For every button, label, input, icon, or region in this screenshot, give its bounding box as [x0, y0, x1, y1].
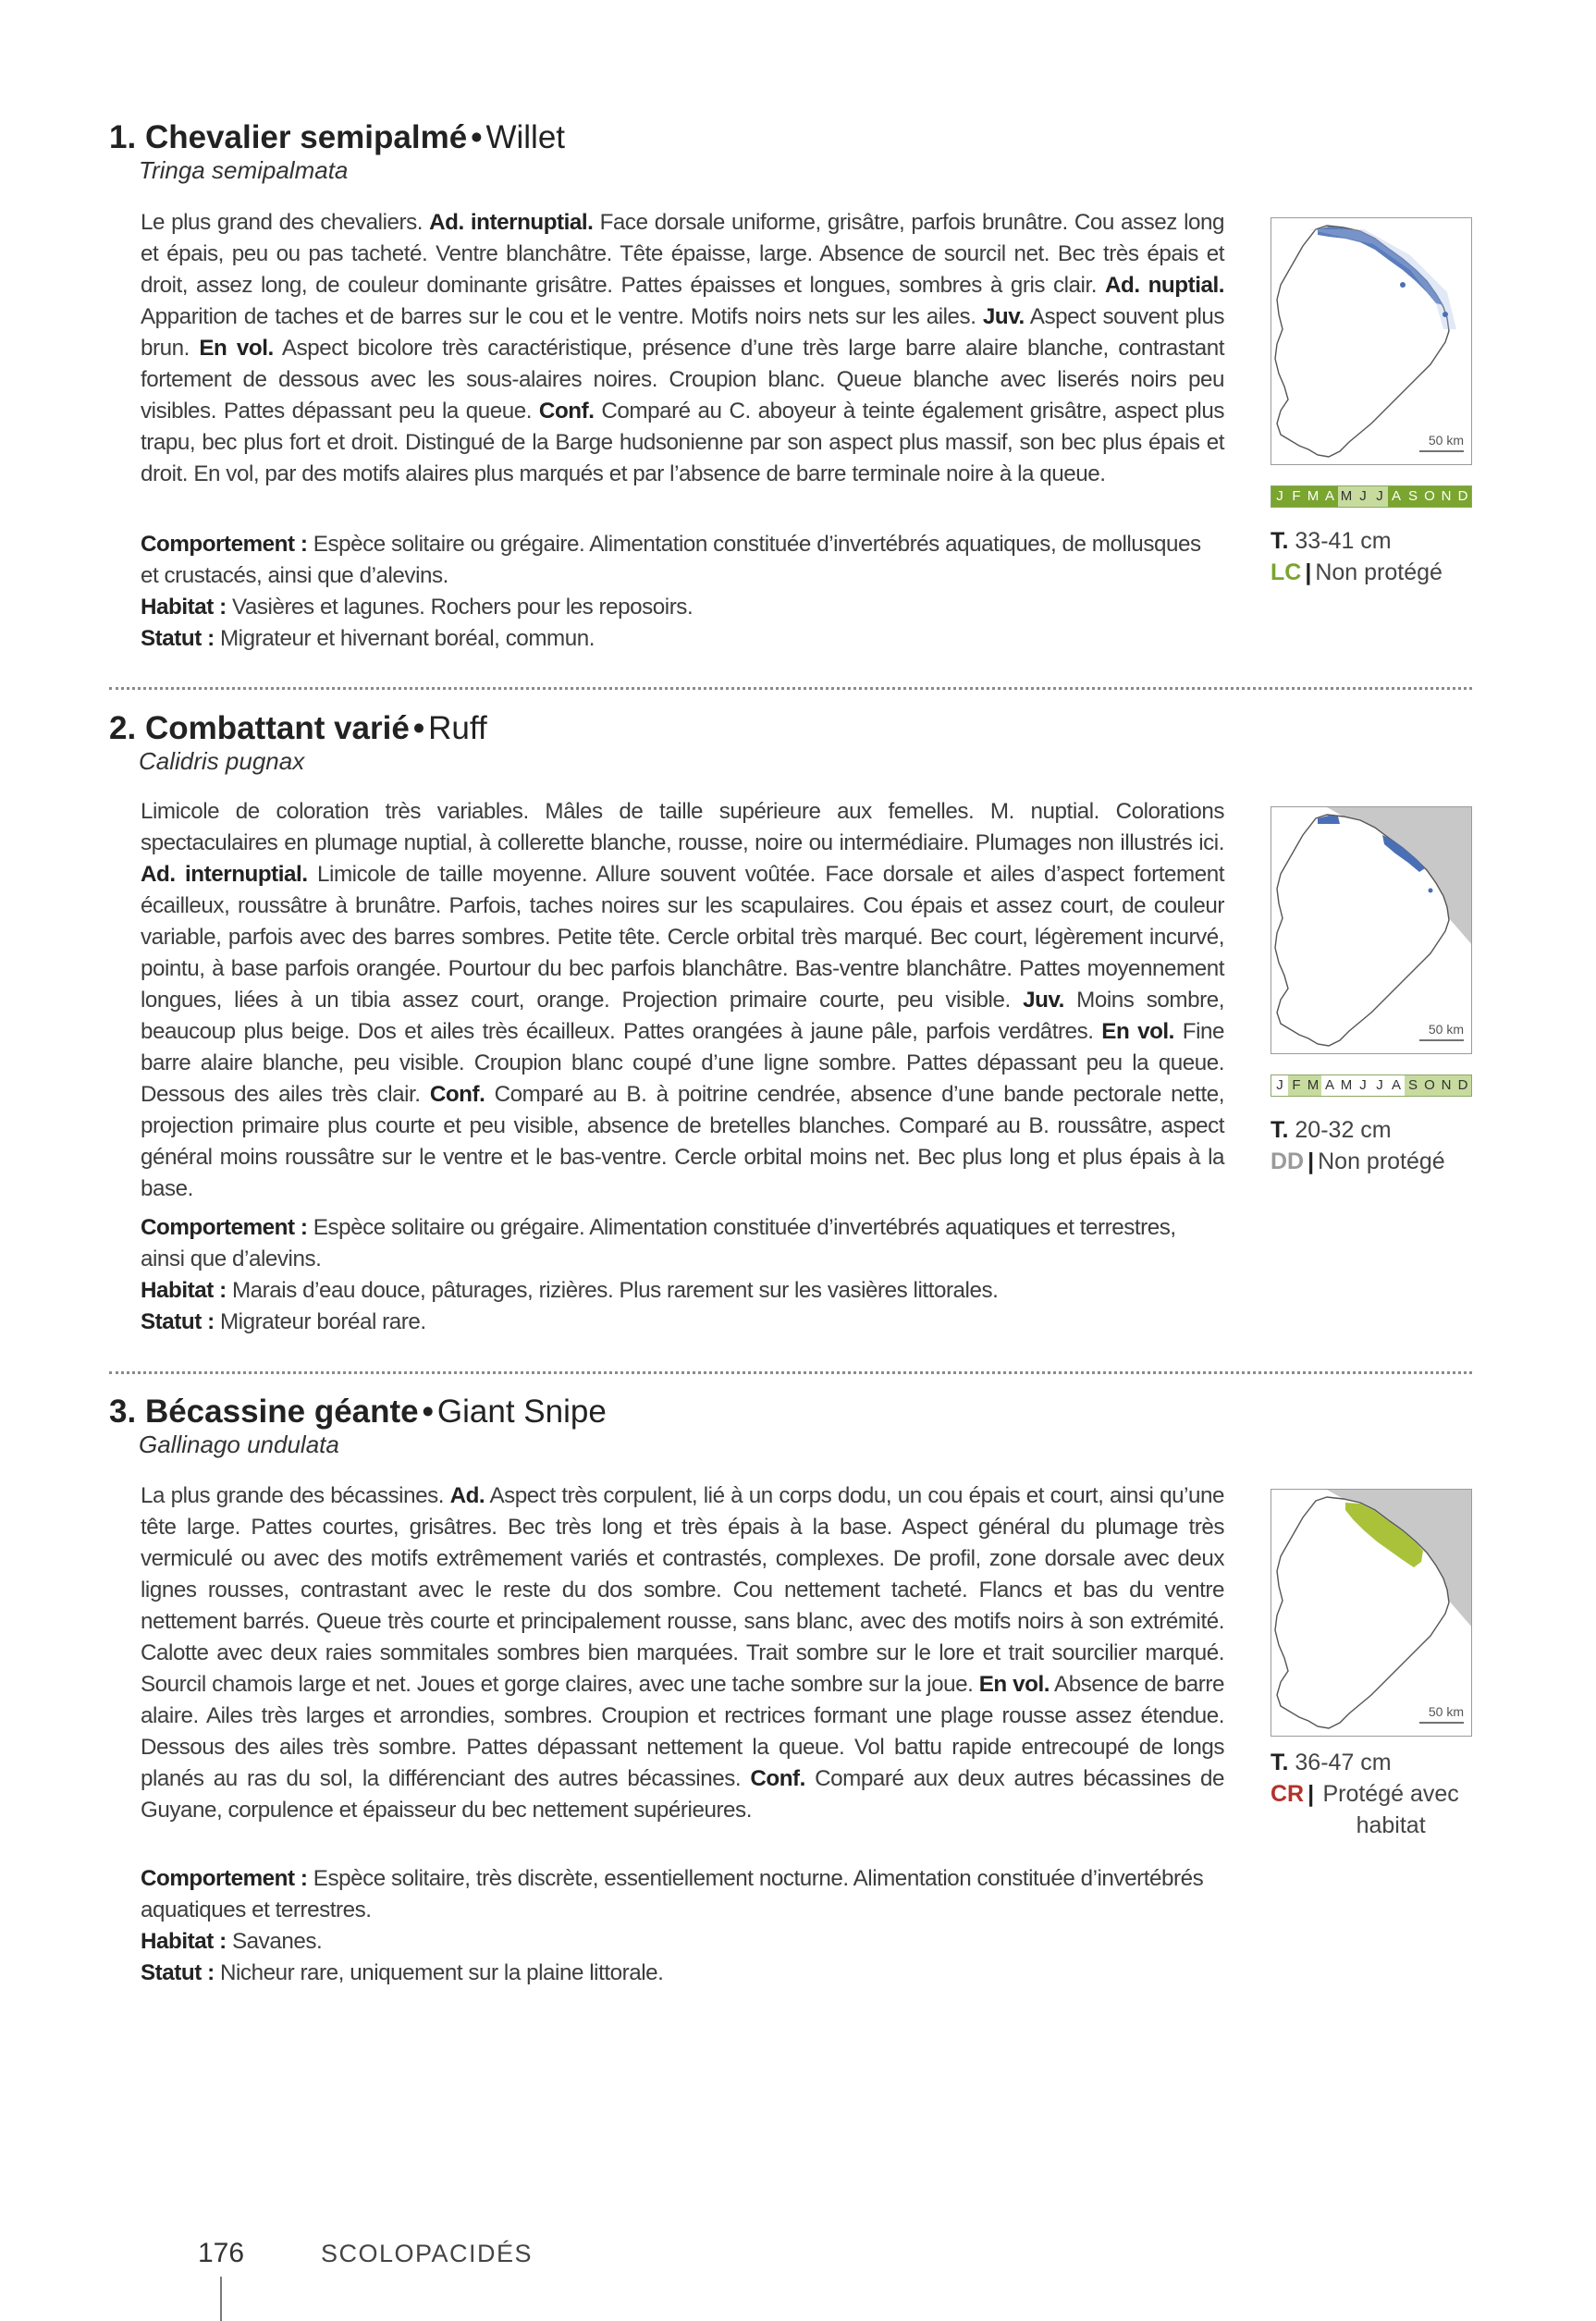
range-dot: [1400, 282, 1406, 288]
month-cell: M: [1305, 1075, 1321, 1096]
status-separator: |: [1307, 1781, 1315, 1807]
species-title: [109, 1393, 607, 1431]
french-guiana-map: [1271, 218, 1472, 465]
month-cell: J: [1355, 486, 1371, 507]
species-meta: [141, 529, 1224, 655]
range-dot: [1443, 312, 1448, 317]
statut-text: Nicheur rare, uniquement sur la plaine littorale.: [219, 1960, 664, 1985]
name-separator: •: [471, 119, 483, 155]
behavior-line: [141, 529, 1224, 592]
month-cell: F: [1288, 1075, 1305, 1096]
month-cell: D: [1455, 1075, 1471, 1096]
habitat-line: [141, 1275, 1224, 1307]
habitat-line: [141, 592, 1224, 623]
scientific-name: Gallinago undulata: [139, 1431, 339, 1458]
month-cell: S: [1405, 1075, 1421, 1096]
species-meta: [141, 1863, 1224, 1989]
habitat-label: Habitat :: [141, 1278, 227, 1303]
iucn-code: CR: [1271, 1781, 1305, 1807]
month-bar: [1271, 1075, 1472, 1097]
size-label: T.: [1271, 528, 1289, 554]
statut-text: Migrateur boréal rare.: [219, 1309, 426, 1334]
statut-label: Statut :: [141, 1309, 215, 1334]
habitat-text: Savanes.: [231, 1929, 323, 1954]
page-number: 176: [198, 2238, 245, 2268]
month-cell: J: [1371, 1075, 1388, 1096]
size-value: 33-41 cm: [1295, 528, 1392, 554]
size-value: 20-32 cm: [1295, 1117, 1392, 1143]
protection-status: Non protégé: [1318, 1148, 1445, 1174]
month-cell: A: [1388, 1075, 1405, 1096]
conservation-status: [1271, 557, 1483, 588]
month-cell: O: [1421, 1075, 1438, 1096]
month-cell: J: [1271, 1075, 1288, 1096]
behavior-text: Espèce solitaire, très discrète, essentiellement nocturne. Alimentation constituée d’invertébrés aquatiques et terrestres.: [141, 1866, 1204, 1922]
statut-line: [141, 1958, 1224, 1989]
month-cell: N: [1438, 1075, 1455, 1096]
french-name: Chevalier semipalmé: [144, 119, 468, 155]
name-separator: •: [422, 1394, 434, 1430]
habitat-label: Habitat :: [141, 595, 227, 620]
iucn-code: LC: [1271, 559, 1302, 585]
size-range: [1271, 525, 1392, 557]
behavior-text: Espèce solitaire ou grégaire. Alimentation constituée d’invertébrés aquatiques et terrestres, ainsi que d’alevins.: [141, 1215, 1176, 1271]
statut-text: Migrateur et hivernant boréal, commun.: [219, 626, 595, 651]
behavior-text: Espèce solitaire ou grégaire. Alimentation constituée d’invertébrés aquatiques, de mollusques et crustacés, ainsi que d’alevins.: [141, 532, 1201, 588]
species-number: 1.: [109, 119, 137, 155]
english-name: Giant Snipe: [436, 1394, 607, 1430]
conservation-status: [1271, 1778, 1483, 1841]
behavior-label: Comportement :: [141, 532, 308, 557]
behavior-line: [141, 1212, 1224, 1275]
species-meta: [141, 1212, 1224, 1338]
english-name: Ruff: [428, 710, 487, 746]
habitat-label: Habitat :: [141, 1929, 227, 1954]
map-scale-label: 50 km: [1428, 1704, 1464, 1719]
scientific-name: Calidris pugnax: [139, 747, 305, 775]
size-range: [1271, 1747, 1392, 1778]
section-divider: [109, 687, 1472, 690]
month-cell: N: [1438, 486, 1455, 507]
distribution-map: [1271, 217, 1472, 465]
month-cell: J: [1371, 486, 1388, 507]
distribution-map: [1271, 806, 1472, 1054]
month-cell: M: [1338, 486, 1355, 507]
size-value: 36-47 cm: [1295, 1750, 1392, 1775]
species-title: [109, 118, 565, 157]
scientific-name: Tringa semipalmata: [139, 156, 349, 184]
size-label: T.: [1271, 1117, 1289, 1143]
conservation-status: [1271, 1146, 1483, 1177]
species-number: 3.: [109, 1394, 137, 1430]
size-range: [1271, 1114, 1392, 1146]
statut-line: [141, 623, 1224, 655]
behavior-label: Comportement :: [141, 1215, 308, 1240]
land-outline: [1275, 226, 1449, 457]
month-cell: O: [1421, 486, 1438, 507]
month-bar: [1271, 485, 1472, 508]
map-scale-label: 50 km: [1428, 1022, 1464, 1037]
status-separator: |: [1307, 1148, 1315, 1174]
footer-rule: [220, 2277, 222, 2321]
month-cell: F: [1288, 486, 1305, 507]
family-name: SCOLOPACIDÉS: [321, 2240, 534, 2267]
month-cell: D: [1455, 486, 1471, 507]
statut-line: [141, 1307, 1224, 1338]
status-separator: |: [1305, 559, 1312, 585]
species-number: 2.: [109, 710, 137, 746]
section-divider: [109, 1371, 1472, 1374]
statut-label: Statut :: [141, 1960, 215, 1985]
french-name: Bécassine géante: [144, 1394, 419, 1430]
distribution-map: [1271, 1489, 1472, 1737]
protection-status: Non protégé: [1315, 559, 1443, 585]
behavior-label: Comportement :: [141, 1866, 308, 1891]
habitat-line: [141, 1926, 1224, 1958]
month-cell: J: [1271, 486, 1288, 507]
french-name: Combattant varié: [144, 710, 410, 746]
french-guiana-map: [1271, 1490, 1472, 1737]
protection-status: Protégé avec habitat: [1322, 1781, 1459, 1838]
habitat-text: Vasières et lagunes. Rochers pour les reposoirs.: [231, 595, 694, 620]
behavior-line: [141, 1863, 1224, 1926]
statut-label: Statut :: [141, 626, 215, 651]
species-description: Limicole de coloration très variables. Mâles de taille supérieure aux femelles. M. nuptial. Colorations spectaculaires en plumage nuptial, à collerette blanche, rousse, noire ou intermédiaire. Plumages non illustrés ici. Ad. internuptial. Limicole de taille moyenne. Allure souvent voûtée. Face dorsale et ailes d’aspect fortement écailleux, roussâtre à brunâtre. Parfois, taches noires sur les scapulaires. Cou épais et assez court, de couleur variable, parfois avec des barres sombres. Petite tête. Cercle orbital très marqué. Bec court, légèrement incurvé, pointu, à base parfois orangée. Pourtour du bec parfois blanchâtre. Bas-ventre blanchâtre. Pattes moyennement longues, liées à un tibia assez court, orange. Projection primaire courte, peu visible. Juv. Moins sombre, beaucoup plus beige. Dos et ailes très écailleux. Pattes orangées à jaune pâle, parfois verdâtres. En vol. Fine barre alaire blanche, peu visible. Croupion blanc coupé d’une ligne sombre. Pattes dépassant peu la queue. Dessous des ailes très clair. Conf. Comparé au B. à poitrine cendrée, absence d’une bande pectorale nette, projection primaire plus courte et peu visible, absence de bretelles blanches. Comparé au B. roussâtre, aspect général moins roussâtre sur le ventre et le bas-ventre. Cercle orbital moins net. Bec plus long et plus épais à la base.: [141, 799, 1225, 1201]
month-cell: A: [1321, 486, 1338, 507]
month-cell: M: [1305, 486, 1321, 507]
iucn-code: DD: [1271, 1148, 1305, 1174]
english-name: Willet: [485, 119, 566, 155]
month-cell: A: [1388, 486, 1405, 507]
species-title: [109, 709, 487, 748]
month-cell: M: [1338, 1075, 1355, 1096]
french-guiana-map: [1271, 807, 1472, 1054]
habitat-text: Marais d’eau douce, pâturages, rizières. Plus rarement sur les vasières littorales.: [231, 1278, 999, 1303]
size-label: T.: [1271, 1750, 1289, 1775]
map-scale-label: 50 km: [1428, 433, 1464, 448]
name-separator: •: [412, 710, 425, 746]
species-description: La plus grande des bécassines. Ad. Aspect très corpulent, lié à un corps dodu, un cou épais et court, ainsi qu’une tête large. Pattes courtes, grisâtres. Bec très long et très épais à la base. Aspect général du plumage très vermiculé ou avec des motifs extrêmement variés et contrastés, complexes. De profil, zone dorsale avec deux lignes rousses, contrastant avec le reste du dos sombre. Cou nettement tacheté. Flancs et bas du ventre nettement barrés. Queue très courte et principalement rousse, sans blanc, avec des motifs noirs à son extrémité. Calotte avec deux raies sommitales sombres bien marquées. Trait sombre sur le lore et trait sourcilier marqué. Sourcil chamois large et net. Joues et gorge claires, avec une tache sombre sur la joue. En vol. Absence de barre alaire. Ailes très larges et arrondies, sombres. Croupion et rectrices formant une plage rousse assez étendue. Dessous des ailes très sombre. Pattes dépassant nettement la queue. Vol battu rapide entrecoupé de longs planés au ras du sol, la différenciant des autres bécassines. Conf. Comparé aux deux autres bécassines de Guyane, corpulence et épaisseur du bec nettement supérieures.: [141, 1483, 1225, 1823]
species-description: Le plus grand des chevaliers. Ad. internuptial. Face dorsale uniforme, grisâtre, parfois brunâtre. Cou assez long et épais, peu ou pas tacheté. Ventre blanchâtre. Tête épaisse, large. Absence de sourcil net. Bec très épais et droit, assez long, de couleur dominante grisâtre. Pattes épaisses et longues, sombres à gris clair. Ad. nuptial. Apparition de taches et de barres sur le cou et le ventre. Motifs noirs nets sur les ailes. Juv. Aspect souvent plus brun. En vol. Aspect bicolore très caractéristique, présence d’une très large barre alaire blanche, contrastant fortement de dessous avec les sous-alaires noires. Croupion blanc. Queue blanche avec liserés noirs peu visibles. Pattes dépassant peu la queue. Conf. Comparé au C. aboyeur à teinte également grisâtre, aspect plus trapu, bec plus fort et droit. Distingué de la Barge hudsonienne par son aspect plus massif, son bec plus épais et droit. En vol, par des motifs alaires plus marqués et par l’absence de barre terminale noire à la queue.: [141, 210, 1225, 486]
range-dot: [1429, 889, 1433, 893]
month-cell: S: [1405, 486, 1421, 507]
month-cell: J: [1355, 1075, 1371, 1096]
month-cell: A: [1321, 1075, 1338, 1096]
